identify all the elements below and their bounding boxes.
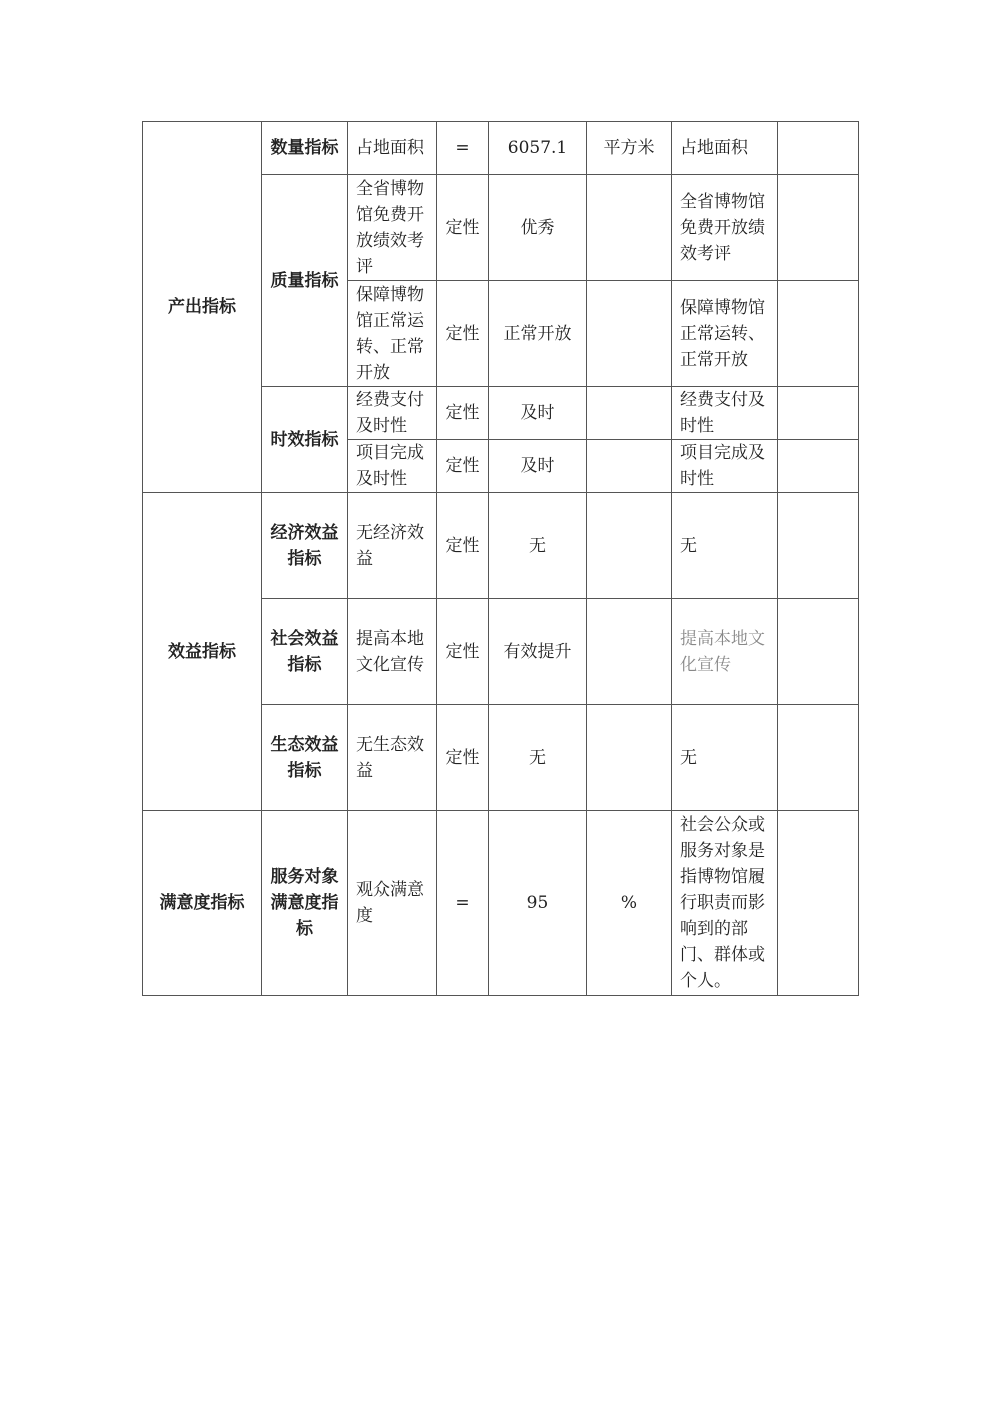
operator-cell: 定性: [437, 175, 489, 281]
target-value-cell: 及时: [489, 440, 587, 493]
target-value-cell: 优秀: [489, 175, 587, 281]
unit-cell: [587, 175, 672, 281]
unit-cell: [587, 387, 672, 440]
target-value-cell: 无: [489, 493, 587, 599]
unit-cell: [587, 599, 672, 705]
description-cell: 经费支付及时性: [672, 387, 778, 440]
unit-cell: %: [587, 811, 672, 996]
description-cell: 全省博物馆免费开放绩效考评: [672, 175, 778, 281]
operator-cell: 定性: [437, 387, 489, 440]
indicator-name-cell: 提高本地文化宣传: [348, 599, 437, 705]
performance-indicator-table: [142, 121, 859, 996]
indicator-name-cell: 无经济效益: [348, 493, 437, 599]
description-cell: 提高本地文化宣传: [672, 599, 778, 705]
unit-cell: [587, 281, 672, 387]
subcategory-cell: 生态效益指标: [262, 705, 348, 811]
unit-cell: 平方米: [587, 122, 672, 175]
operator-cell: 定性: [437, 281, 489, 387]
category-cell: 产出指标: [143, 122, 262, 493]
indicator-name-cell: 观众满意度: [348, 811, 437, 996]
indicator-name-cell: 无生态效益: [348, 705, 437, 811]
description-cell: 无: [672, 493, 778, 599]
operator-cell: =: [437, 811, 489, 996]
subcategory-cell: 质量指标: [262, 175, 348, 387]
note-cell: [778, 175, 859, 281]
note-cell: [778, 811, 859, 996]
indicator-name-cell: 经费支付及时性: [348, 387, 437, 440]
indicator-name-cell: 全省博物馆免费开放绩效考评: [348, 175, 437, 281]
note-cell: [778, 387, 859, 440]
table-row: [143, 493, 859, 599]
description-cell: 项目完成及时性: [672, 440, 778, 493]
unit-cell: [587, 440, 672, 493]
subcategory-cell: 社会效益指标: [262, 599, 348, 705]
target-value-cell: 有效提升: [489, 599, 587, 705]
note-cell: [778, 493, 859, 599]
operator-cell: =: [437, 122, 489, 175]
table-row: [143, 811, 859, 996]
operator-cell: 定性: [437, 440, 489, 493]
target-value-cell: 正常开放: [489, 281, 587, 387]
unit-cell: [587, 705, 672, 811]
operator-cell: 定性: [437, 599, 489, 705]
note-cell: [778, 122, 859, 175]
operator-cell: 定性: [437, 493, 489, 599]
unit-cell: [587, 493, 672, 599]
note-cell: [778, 281, 859, 387]
indicator-name-cell: 保障博物馆正常运转、正常开放: [348, 281, 437, 387]
subcategory-cell: 经济效益指标: [262, 493, 348, 599]
description-cell: 保障博物馆正常运转、正常开放: [672, 281, 778, 387]
subcategory-cell: 服务对象满意度指标: [262, 811, 348, 996]
note-cell: [778, 599, 859, 705]
note-cell: [778, 705, 859, 811]
description-cell: 无: [672, 705, 778, 811]
target-value-cell: 95: [489, 811, 587, 996]
description-cell: 社会公众或服务对象是指博物馆履行职责而影响到的部门、群体或个人。: [672, 811, 778, 996]
category-cell: 效益指标: [143, 493, 262, 811]
subcategory-cell: 时效指标: [262, 387, 348, 493]
subcategory-cell: 数量指标: [262, 122, 348, 175]
target-value-cell: 无: [489, 705, 587, 811]
target-value-cell: 6057.1: [489, 122, 587, 175]
category-cell: 满意度指标: [143, 811, 262, 996]
target-value-cell: 及时: [489, 387, 587, 440]
description-cell: 占地面积: [672, 122, 778, 175]
note-cell: [778, 440, 859, 493]
table-row: [143, 122, 859, 175]
indicator-name-cell: 占地面积: [348, 122, 437, 175]
operator-cell: 定性: [437, 705, 489, 811]
indicator-name-cell: 项目完成及时性: [348, 440, 437, 493]
